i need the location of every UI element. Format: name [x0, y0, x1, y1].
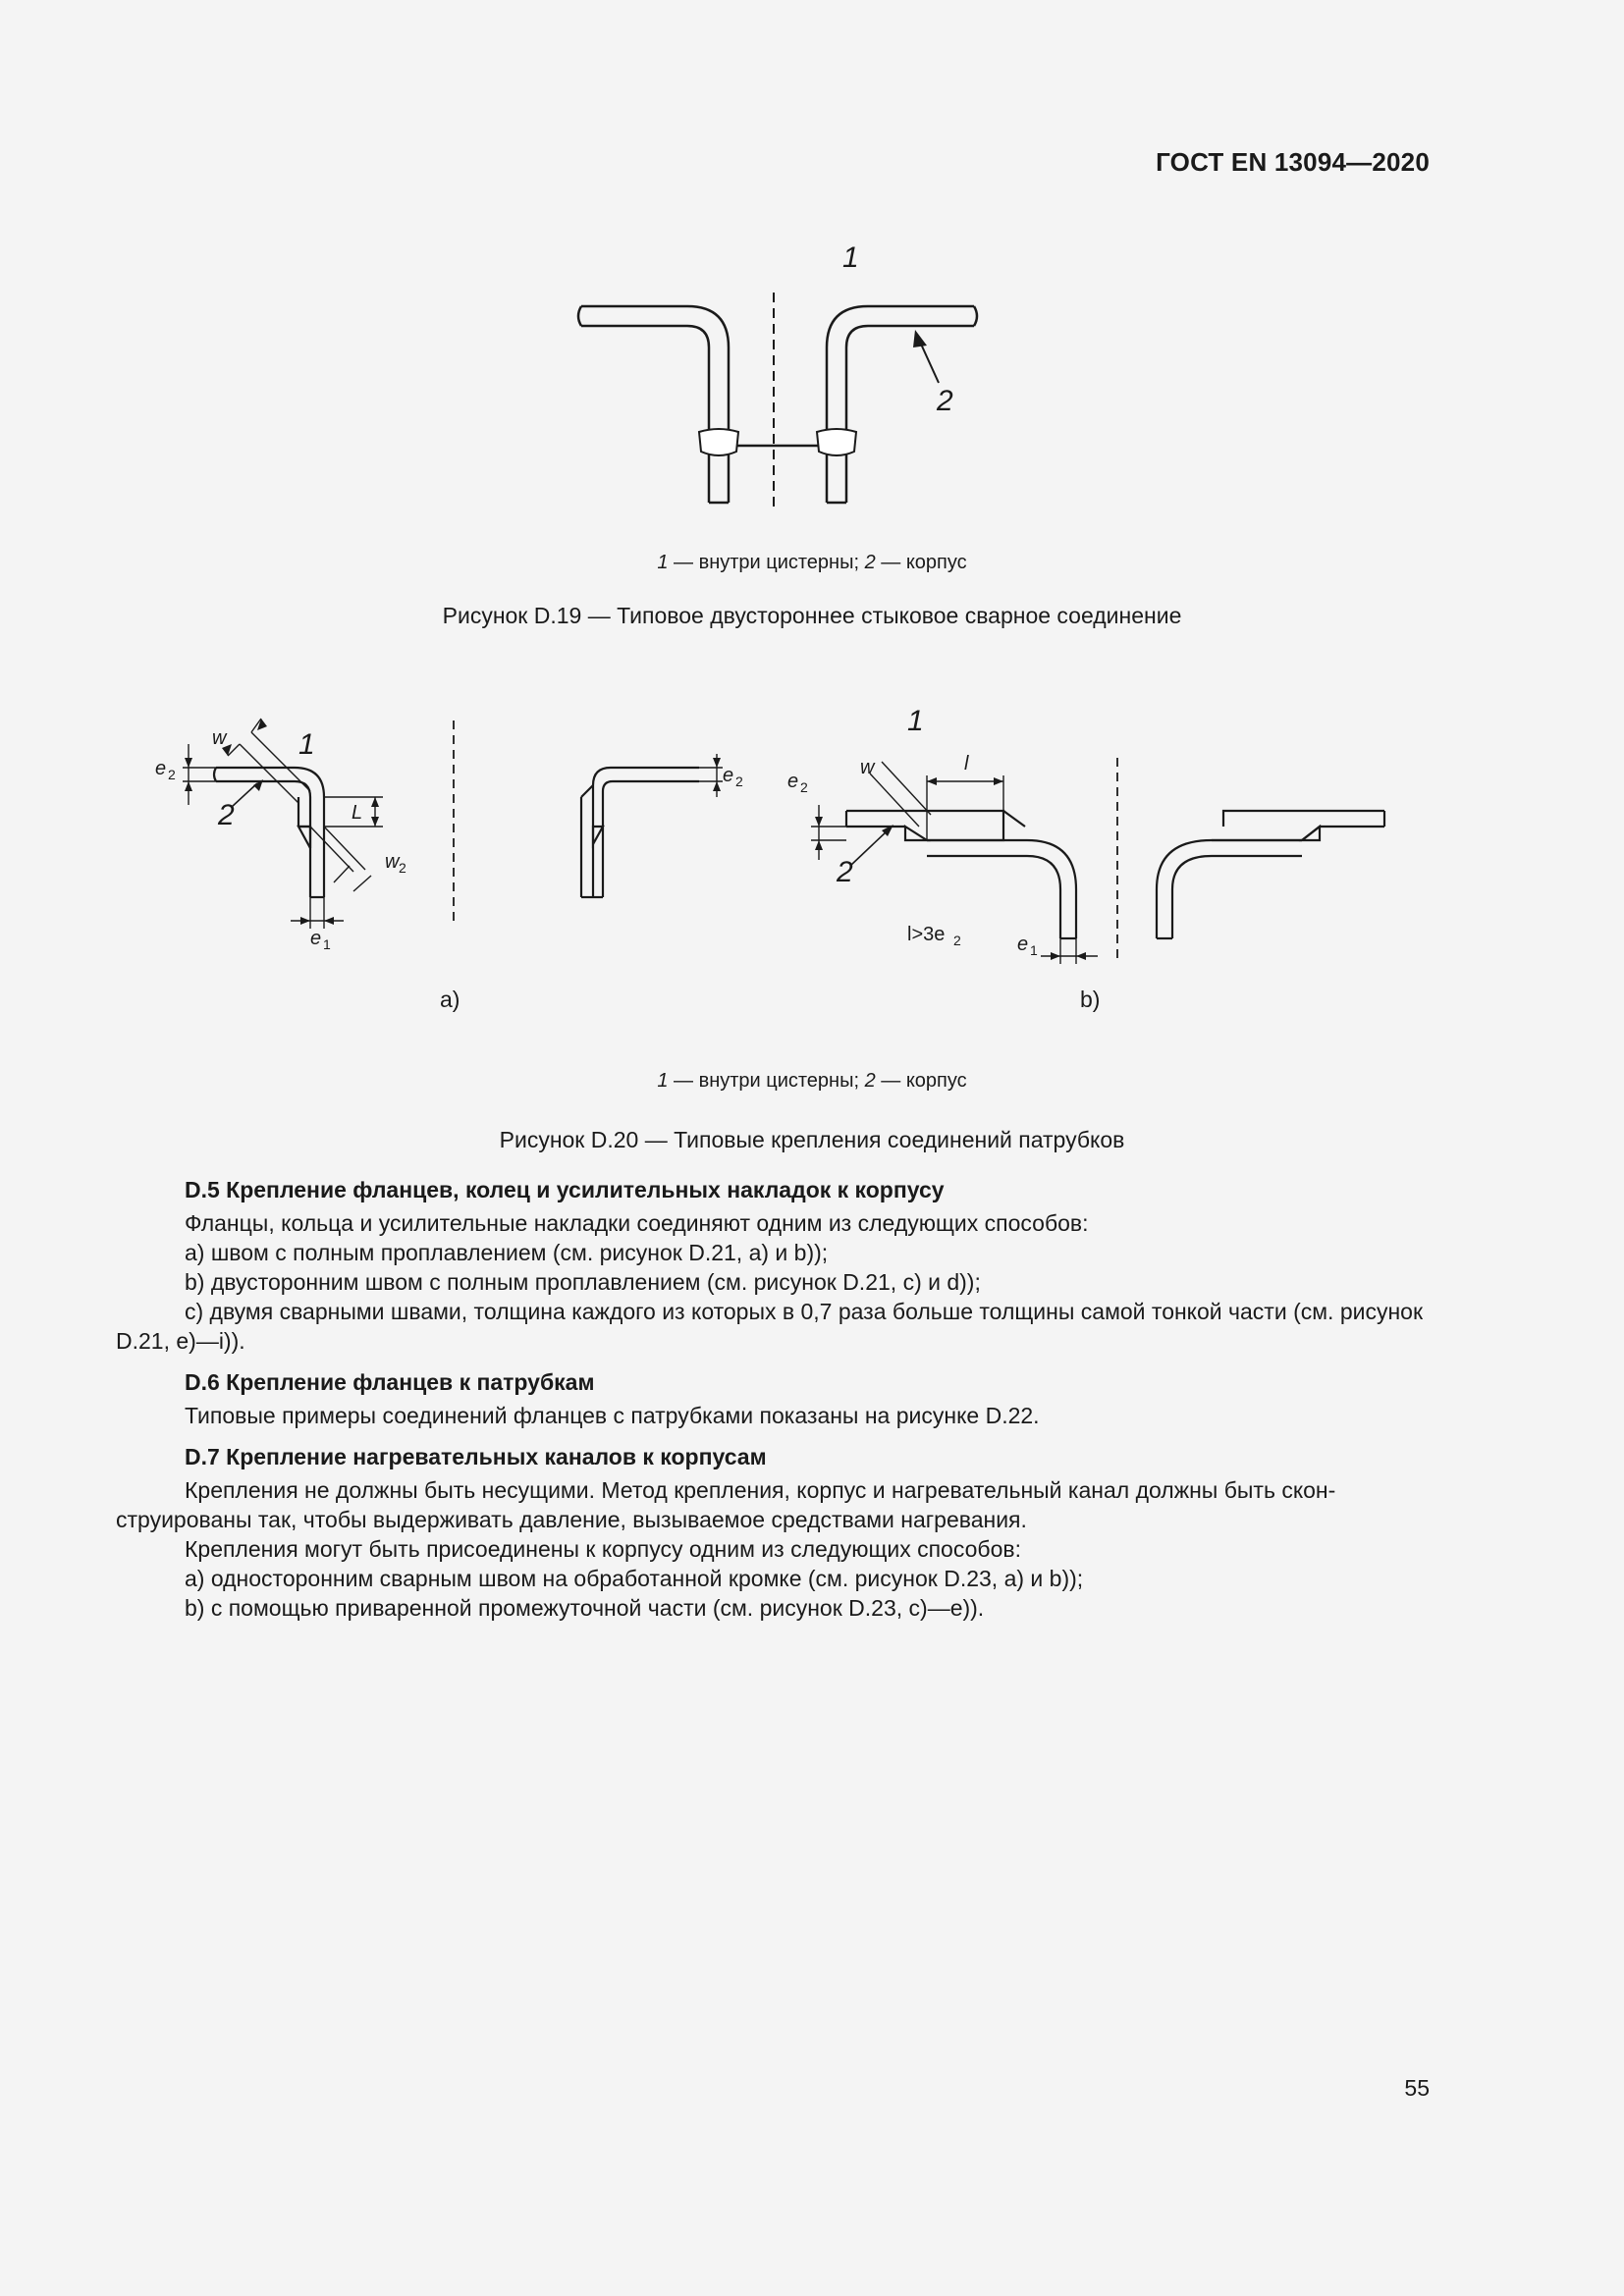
d20-sublabel-a: a) — [440, 987, 460, 1012]
d20b-e2: e — [787, 771, 799, 792]
figure-d19-caption: Рисунок D.19 — Типовое двустороннее стыковое сварное соединение — [442, 603, 1182, 628]
d20a-w: w — [212, 727, 227, 749]
d20a-w2: w — [385, 851, 400, 873]
figure-d20-legend: 1 — внутри цистерны; 2 — корпус — [657, 1070, 967, 1092]
d20-sublabel-b: b) — [1080, 987, 1101, 1012]
d20b-l: l — [964, 753, 969, 774]
page-number: 55 — [1404, 2075, 1430, 2101]
d20a-e2-right: e — [723, 765, 734, 786]
d20b-label-1: 1 — [907, 705, 924, 737]
figure-d20-caption: Рисунок D.20 — Типовые крепления соединений патрубков — [499, 1127, 1125, 1152]
d19-label-2: 2 — [937, 385, 953, 417]
d20a-L: L — [352, 802, 363, 824]
d20a-e2: e — [155, 758, 167, 779]
section-d5-heading: D.5 Крепление фланцев, колец и усилительных накладок к корпусу — [185, 1177, 945, 1202]
section-d7-paragraph: b) с помощью приваренной промежуточной части (см. рисунок D.23, c)—e)). — [185, 1595, 985, 1621]
d20a-e2-right-sub: 2 — [735, 774, 743, 789]
d20b-w: w — [860, 757, 875, 778]
d20b-condition: l>3e — [907, 924, 946, 945]
document-header: ГОСТ EN 13094—2020 — [1156, 147, 1430, 177]
weld-left — [699, 429, 738, 455]
d20b-e1-sub: 1 — [1030, 942, 1038, 958]
d19-label-1: 1 — [842, 241, 859, 274]
section-d5-paragraph: b) двусторонним швом с полным проплавлением (см. рисунок D.21, c) и d)); — [185, 1269, 981, 1295]
section-d7-heading: D.7 Крепление нагревательных каналов к корпусам — [185, 1444, 767, 1469]
d20b-e1: e — [1017, 934, 1029, 955]
section-d7-paragraph: a) односторонним сварным швом на обработанной кромке (см. рисунок D.23, a) и b)); — [185, 1566, 1084, 1591]
d20a-e2-sub: 2 — [168, 767, 176, 782]
section-d7-paragraph: Крепления не должны быть несущими. Метод крепления, корпус и нагревательный канал должны быть скон-струированы так, чтобы выдерживать давление, вызываемое средствами нагревания. — [116, 1477, 1336, 1532]
figure-d19-drawing — [0, 236, 1624, 520]
section-d5-paragraph: Фланцы, кольца и усилительные накладки соединяют одним из следующих способов: — [185, 1210, 1089, 1236]
figure-d20-drawing — [0, 697, 1624, 1021]
section-d6-heading: D.6 Крепление фланцев к патрубкам — [185, 1369, 595, 1395]
d20b-e2-sub: 2 — [800, 779, 808, 795]
d20a-label-2: 2 — [218, 799, 235, 831]
d20b-label-2: 2 — [837, 856, 853, 888]
section-d5-paragraph: c) двумя сварными швами, толщина каждого из которых в 0,7 раза больше толщины самой тонкой части (см. рисунок D.21, e)—i)). — [116, 1299, 1424, 1354]
figure-d19-legend: 1 — внутри цистерны; 2 — корпус — [657, 552, 967, 573]
section-d6-paragraph: Типовые примеры соединений фланцев с патрубками показаны на рисунке D.22. — [185, 1403, 1040, 1428]
d20a-e1-sub: 1 — [323, 936, 331, 952]
weld-right — [817, 429, 856, 455]
body-text — [116, 1175, 1432, 1623]
d20b-condition-sub: 2 — [953, 933, 961, 948]
section-d7-paragraph: Крепления могут быть присоединены к корпусу одним из следующих способов: — [185, 1536, 1021, 1562]
d20a-label-1: 1 — [298, 728, 315, 761]
section-d5-paragraph: a) швом с полным проплавлением (см. рисунок D.21, a) и b)); — [185, 1240, 829, 1265]
d20a-e1: e — [310, 928, 322, 949]
d20a-w2-sub: 2 — [399, 860, 406, 876]
